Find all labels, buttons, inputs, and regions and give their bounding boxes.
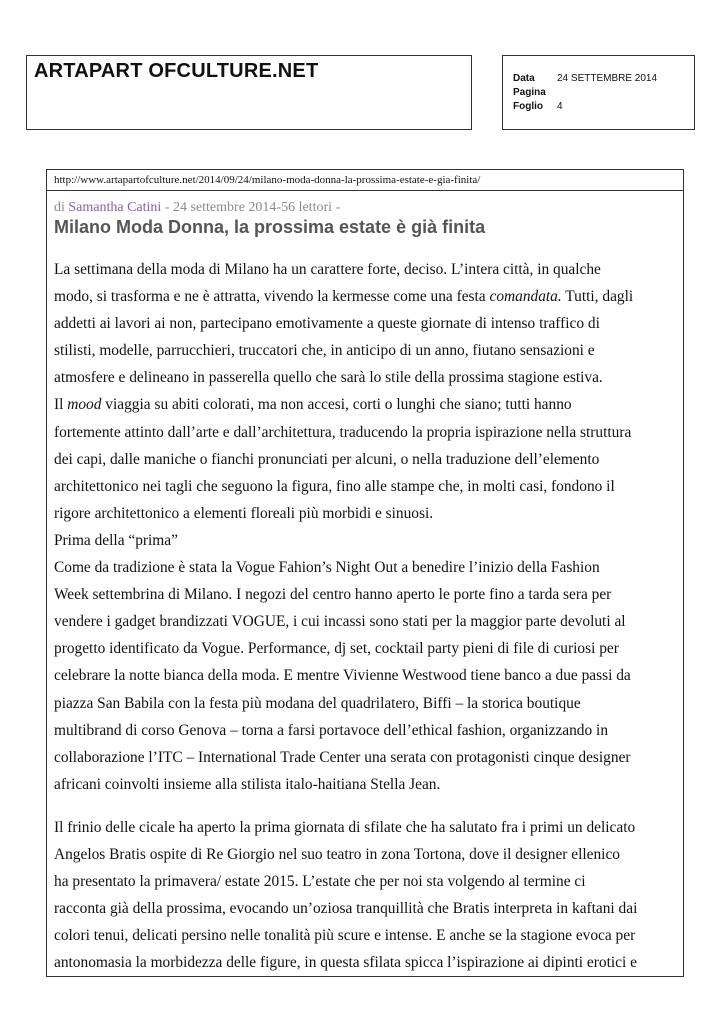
meta-value: 4 — [557, 101, 563, 112]
body-line: dei capi, dalle maniche o fianchi pronunciati per alcuni, o nella traduzione dell’elemento — [54, 450, 600, 468]
body-line: Come da tradizione è stata la Vogue Fahion’s Night Out a benedire l’inizio della Fashion — [54, 559, 600, 577]
article-url: http://www.artapartofculture.net/2014/09/24/milano-moda-donna-la-prossima-estate-e-gia-finita/ — [54, 174, 481, 186]
body-line: africani coinvolti insieme alla stilista italo-haitiana Stella Jean. — [54, 775, 441, 793]
publication-header — [26, 55, 472, 130]
body-line: celebrare la notte bianca della moda. E mentre Vivienne Westwood tiene banco a due passi da — [54, 667, 631, 685]
body-line — [54, 283, 684, 310]
body-line: colori tenui, delicati persino nelle tonalità più scure e intense. E anche se la stagione evoca per — [54, 927, 636, 945]
byline-date: - 24 settembre 2014-56 lettori - — [161, 200, 341, 215]
body-line: multibrand di corso Genova – torna a farsi portavoce dell’ethical fashion, organizzando in — [54, 721, 609, 739]
paragraph-gap — [54, 798, 684, 814]
body-line: ha presentato la primavera/ estate 2015. L’estate che per noi sta volgendo al termine ci — [54, 873, 586, 891]
meta-row-pagina — [513, 87, 557, 98]
body-line: antonomasia la morbidezza delle figure, in questa sfilata spicca l’ispirazione ai dipinti erotici e — [54, 954, 637, 972]
body-text: Il — [54, 396, 68, 414]
body-line — [54, 391, 684, 418]
body-line: Il frinio delle cicale ha aperto la prima giornata di sfilate che ha salutato fra i primi un delicato — [54, 818, 636, 836]
author-link[interactable]: Samantha Catini — [68, 200, 162, 215]
body-line: La settimana della moda di Milano ha un carattere forte, deciso. L’intera città, in qualche — [54, 261, 601, 278]
body-line: racconta già della prossima, evocando un’oziosa tranquillità che Bratis interpreta in kaftani dai — [54, 900, 638, 918]
body-line: piazza San Babila con la festa più modana del quadrilatero, Biffi – la storica boutique — [54, 694, 581, 712]
byline-prefix: di — [54, 200, 69, 215]
divider — [47, 190, 683, 191]
body-line: progetto identificato da Vogue. Performance, dj set, cocktail party pieni di file di curiosi per — [54, 640, 619, 658]
body-text: Tutti, dagli — [561, 288, 634, 306]
emphasis-text: comandata. — [489, 288, 562, 306]
article-headline: Milano Moda Donna, la prossima estate è già finita — [54, 217, 486, 237]
body-line: Angelos Bratis ospite di Re Giorgio nel suo teatro in zona Tortona, dove il designer ellenico — [54, 845, 620, 863]
body-line: rigore architettonico a elementi floreali più morbidi e sinuosi. — [54, 504, 434, 522]
emphasis-text: mood — [67, 396, 102, 414]
body-text: modo, si trasforma e ne è attratta, vivendo la kermesse come una festa — [54, 288, 490, 306]
body-line: collaborazione l’ITC – International Trade Center una serata con protagonisti cinque designer — [54, 748, 631, 766]
body-line: architettonico nei tagli che seguono la figura, fino alle stampe che, in molti casi, fondono il — [54, 477, 615, 495]
meta-label: Foglio — [513, 101, 543, 112]
publication-name: ARTAPART OFCULTURE.NET — [34, 60, 319, 82]
meta-value: 24 SETTEMBRE 2014 — [557, 73, 658, 84]
meta-label: Pagina — [513, 87, 546, 98]
body-line: fortemente attinto dall’arte e dall’architettura, traducendo la propria ispirazione nella struttura — [54, 423, 632, 441]
body-text: viaggia su abiti colorati, ma non accesi, corti o lunghi che siano; tutti hanno — [101, 396, 572, 414]
article-body — [54, 256, 684, 976]
meta-label: Data — [513, 73, 535, 84]
section-subheading: Prima della “prima” — [54, 531, 178, 549]
byline — [54, 200, 340, 216]
body-line: stilisti, modelle, parrucchieri, truccatori che, in anticipo di un anno, fiutano sensazioni e — [54, 342, 595, 360]
body-line: Week settembrina di Milano. I negozi del centro hanno aperto le porte fino a tarda sera per — [54, 586, 612, 604]
article-clipping — [46, 169, 684, 977]
body-line: atmosfere e delineano in passerella quello che sarà lo stile della prossima stagione estiva. — [54, 369, 603, 387]
meta-row-data — [513, 73, 657, 84]
meta-row-foglio — [513, 101, 563, 112]
body-line: addetti ai lavori ai non, partecipano emotivamente a queste giornate di intenso traffico di — [54, 315, 600, 333]
body-line: vendere i gadget brandizzati VOGUE, i cui incassi sono stati per la maggior parte devoluti al — [54, 613, 626, 631]
press-clipping-meta — [502, 55, 695, 130]
